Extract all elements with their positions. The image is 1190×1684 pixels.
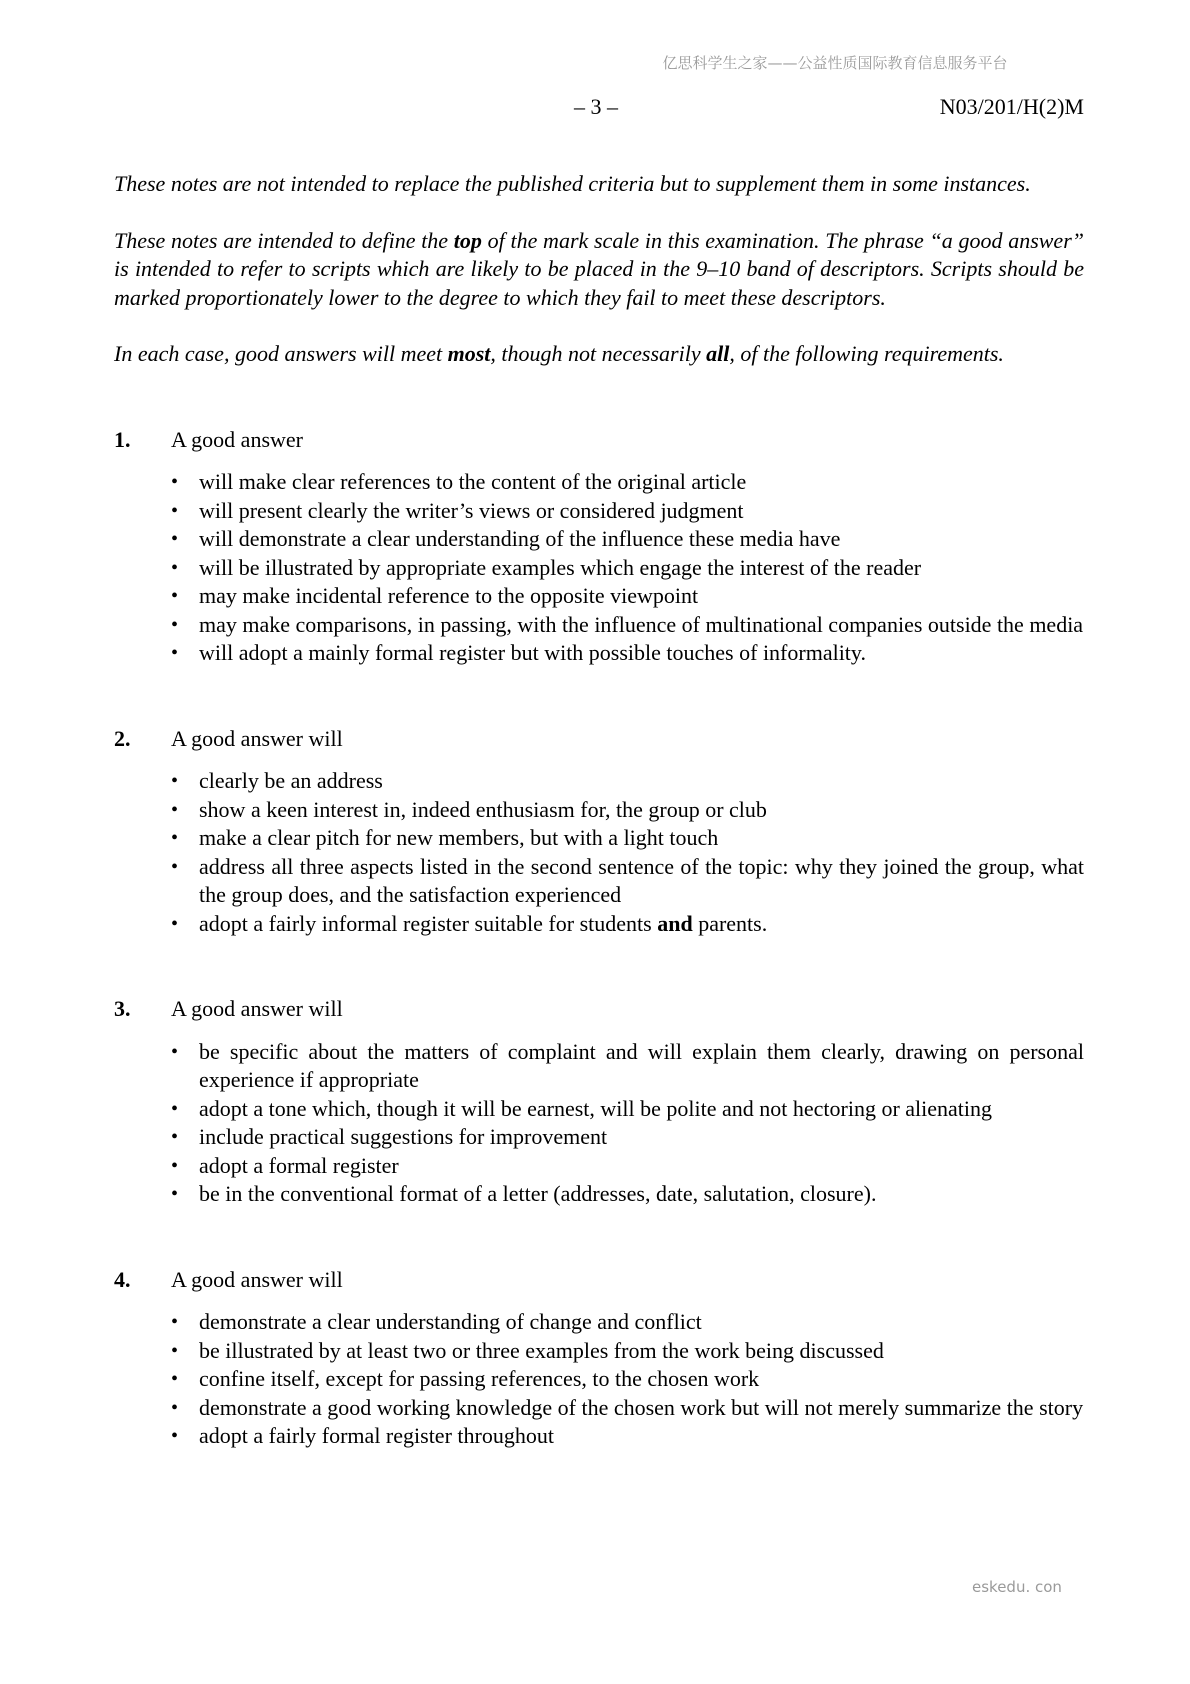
intro-text: of the mark scale in this examination. The phrase “a good answer” is intended to refer to scripts which are likely to be placed in the 9–10 band of descriptors. Scripts should be marked proportionately lower to the degree to which they fail to meet these descriptors. xyxy=(114,227,1084,310)
bullet-icon: • xyxy=(171,770,179,792)
intro-text: , though not necessarily xyxy=(490,341,707,366)
list-item xyxy=(114,582,1084,611)
list-item-text: adopt a fairly informal register suitable for students xyxy=(199,910,658,936)
list-item xyxy=(114,853,1084,910)
list-item-text: address all three aspects listed in the second sentence of the topic: why they joined the group, what the group does, and the satisfaction experienced xyxy=(199,853,1084,907)
bullet-icon: • xyxy=(171,1097,179,1120)
section-4 xyxy=(114,1266,1084,1451)
emphasis-and: and xyxy=(657,910,693,936)
list-item-text: parents. xyxy=(692,910,768,936)
list-item xyxy=(114,1152,1084,1181)
list-item-text: show a keen interest in, indeed enthusiasm for, the group or club xyxy=(199,796,767,822)
section-heading-text: A good answer will xyxy=(171,1266,343,1292)
intro-text: In each case, good answers will meet xyxy=(114,341,448,366)
list-item-text: make a clear pitch for new members, but with a light touch xyxy=(199,825,719,850)
bullet-icon: • xyxy=(171,827,179,849)
list-item xyxy=(114,497,1084,526)
bullet-list xyxy=(114,1038,1084,1209)
bullet-icon: • xyxy=(171,585,179,607)
section-heading-text: A good answer will xyxy=(171,996,343,1021)
list-item xyxy=(114,824,1084,853)
section-3 xyxy=(114,995,1084,1209)
list-item-text: will adopt a mainly formal register but with possible touches of informality. xyxy=(199,640,866,665)
bullet-icon: • xyxy=(171,1396,179,1419)
question-number: 2. xyxy=(114,725,131,751)
list-item xyxy=(114,1095,1084,1124)
list-item-text: will present clearly the writer’s views or considered judgment xyxy=(199,497,744,523)
bullet-icon: • xyxy=(171,1425,179,1447)
bullet-icon: • xyxy=(171,1126,179,1148)
page-number: – 3 – xyxy=(574,94,618,119)
list-item-text: will be illustrated by appropriate examples which engage the interest of the reader xyxy=(199,554,922,580)
intro-paragraph-1: These notes are not intended to replace the published criteria but to supplement them in some instances. xyxy=(114,171,1031,196)
list-item-text: be specific about the matters of complaint and will explain them clearly, drawing on personal experience if appropriate xyxy=(199,1038,1084,1092)
document-code: N03/201/H(2)M xyxy=(939,94,1084,119)
watermark-top: 亿思科学生之家——公益性质国际教育信息服务平台 xyxy=(662,54,1008,72)
section-1 xyxy=(114,426,1084,668)
list-item-text: will make clear references to the content of the original article xyxy=(199,469,747,494)
bullet-icon: • xyxy=(171,855,179,878)
section-heading xyxy=(114,725,1084,754)
emphasis-all: all xyxy=(706,341,730,366)
list-item xyxy=(114,1038,1084,1095)
section-heading xyxy=(114,426,1084,455)
intro-notes xyxy=(114,170,1084,369)
list-item-text: include practical suggestions for improvement xyxy=(199,1124,608,1149)
question-number: 4. xyxy=(114,1266,131,1292)
section-heading xyxy=(114,995,1084,1024)
list-item xyxy=(114,1123,1084,1152)
list-item-text: will demonstrate a clear understanding of the influence these media have xyxy=(199,526,841,551)
list-item-text: adopt a tone which, though it will be earnest, will be polite and not hectoring or alienating xyxy=(199,1095,993,1121)
bullet-icon: • xyxy=(171,528,179,550)
bullet-list xyxy=(114,1308,1084,1451)
intro-text: These notes are intended to define the xyxy=(114,227,454,253)
list-item-text: adopt a fairly formal register throughout xyxy=(199,1423,554,1448)
bullet-icon: • xyxy=(171,642,179,664)
list-item xyxy=(114,910,1084,939)
list-item xyxy=(114,1308,1084,1337)
list-item xyxy=(114,639,1084,668)
bullet-icon: • xyxy=(171,798,179,821)
section-heading xyxy=(114,1266,1084,1295)
intro-paragraph-3 xyxy=(114,340,1084,369)
bullet-icon: • xyxy=(171,1311,179,1333)
bullet-icon: • xyxy=(171,1040,179,1063)
section-heading-text: A good answer xyxy=(171,426,303,452)
bullet-icon: • xyxy=(171,1339,179,1362)
list-item-text: clearly be an address xyxy=(199,768,383,793)
list-item-text: may make comparisons, in passing, with the influence of multinational companies outside the media xyxy=(199,611,1084,637)
bullet-icon: • xyxy=(171,556,179,579)
list-item xyxy=(114,468,1084,497)
bullet-icon: • xyxy=(171,1368,179,1390)
section-heading-text: A good answer will xyxy=(171,725,343,751)
bullet-icon: • xyxy=(171,912,179,935)
bullet-icon: • xyxy=(171,1183,179,1205)
watermark-bottom: eskedu. con xyxy=(972,1578,1062,1596)
page-header xyxy=(114,94,1084,124)
list-item-text: be in the conventional format of a letter (addresses, date, salutation, closure). xyxy=(199,1181,877,1206)
section-2 xyxy=(114,725,1084,939)
list-item xyxy=(114,1180,1084,1209)
bullet-list xyxy=(114,468,1084,668)
bullet-list xyxy=(114,767,1084,938)
list-item xyxy=(114,525,1084,554)
emphasis-top: top xyxy=(453,227,482,253)
list-item-text: demonstrate a good working knowledge of the chosen work but will not merely summarize the story xyxy=(199,1394,1084,1420)
bullet-icon: • xyxy=(171,613,179,636)
list-item xyxy=(114,554,1084,583)
list-item-text: confine itself, except for passing references, to the chosen work xyxy=(199,1366,760,1391)
list-item xyxy=(114,767,1084,796)
bullet-icon: • xyxy=(171,499,179,522)
list-item-text: adopt a formal register xyxy=(199,1152,399,1178)
question-number: 3. xyxy=(114,996,131,1021)
list-item xyxy=(114,1422,1084,1451)
list-item-text: be illustrated by at least two or three examples from the work being discussed xyxy=(199,1337,884,1363)
list-item xyxy=(114,1365,1084,1394)
question-number: 1. xyxy=(114,426,131,452)
list-item xyxy=(114,611,1084,640)
intro-paragraph-2 xyxy=(114,227,1084,313)
list-item xyxy=(114,796,1084,825)
list-item xyxy=(114,1394,1084,1423)
list-item xyxy=(114,1337,1084,1366)
intro-text: , of the following requirements. xyxy=(729,341,1004,366)
emphasis-most: most xyxy=(447,341,491,366)
document-body xyxy=(114,170,1084,1451)
list-item-text: demonstrate a clear understanding of change and conflict xyxy=(199,1309,702,1334)
bullet-icon: • xyxy=(171,1154,179,1177)
bullet-icon: • xyxy=(171,471,179,493)
list-item-text: may make incidental reference to the opposite viewpoint xyxy=(199,583,699,608)
